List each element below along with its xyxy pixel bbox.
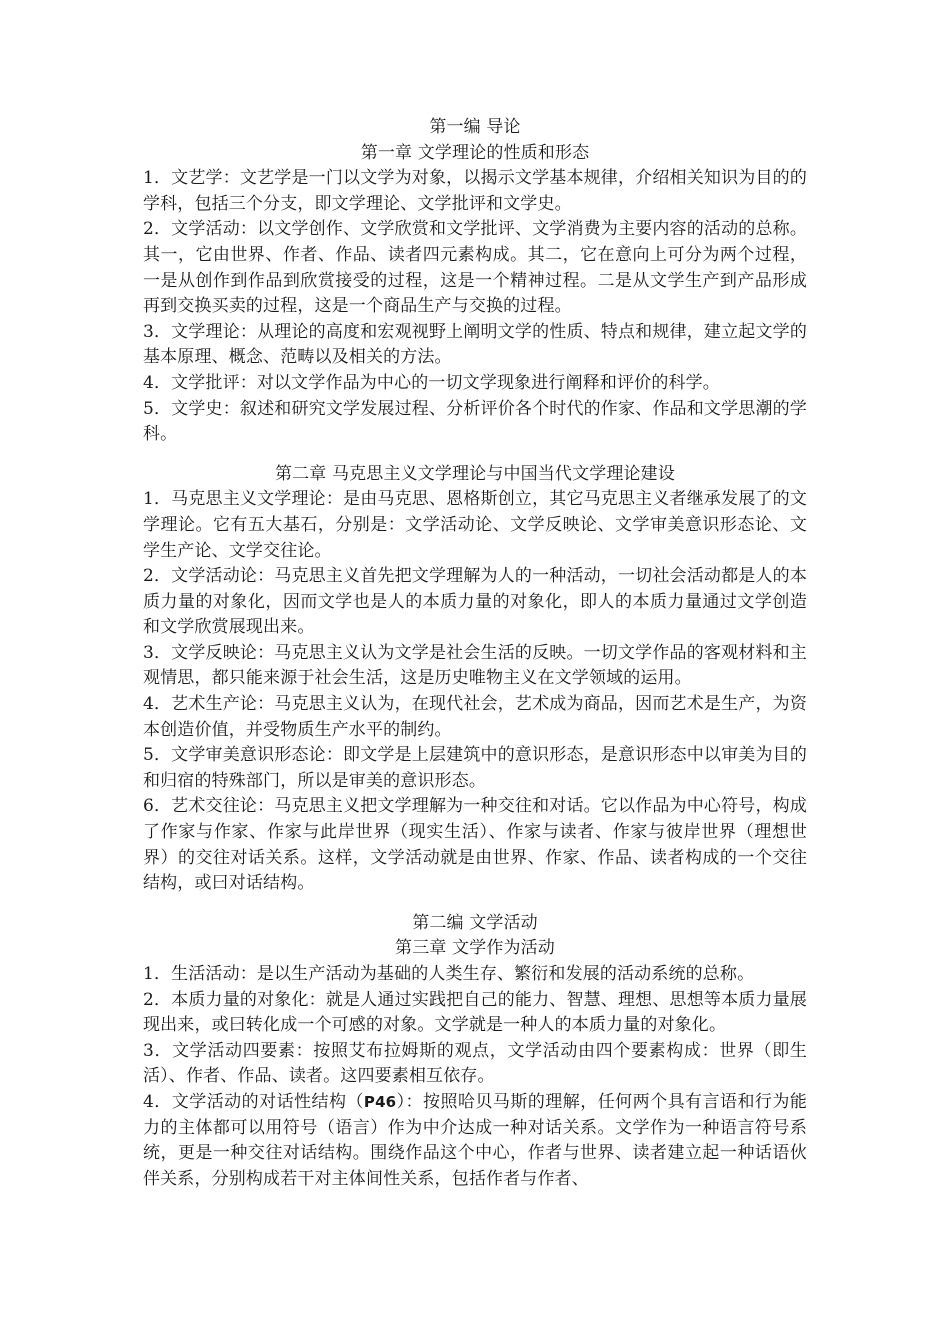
definition-item: 4．文学批评：对以文学作品为中心的一切文学现象进行阐释和评价的科学。 — [143, 372, 720, 393]
definition-item: 3．文学反映论：马克思主义认为文学是社会生活的反映。一切文学作品的客观材料和主观情思，都只能来源于社会生活，这是历史唯物主义在文学领域的运用。 — [143, 642, 807, 689]
chapter-title: 第三章 文学作为活动 — [395, 938, 555, 959]
definition-item: 2．本质力量的对象化：就是人通过实践把自己的能力、智慧、理想、思想等本质力量展现出来，或曰转化成一个可感的对象。文学就是一种人的本质力量的对象化。 — [143, 989, 807, 1036]
definition-item: 3．文学活动四要素：按照艾布拉姆斯的观点，文学活动由四个要素构成：世界（即生活）、作者、作品、读者。这四要素相互依存。 — [143, 1040, 807, 1087]
item-body: ）：按照哈贝马斯的理解，任何两个具有言语和行为能力的主体都可以用符号（语言）作为中介达成一种对话关系。文学作为一种语言符号系统，更是一种交往对话结构。围绕作品这个中心，作者与世界、读者建立起一种话语伙伴关系，分别构成若干对主体间性关系，包括作者与作者、 — [143, 1091, 808, 1189]
definition-item: 2．文学活动论：马克思主义首先把文学理解为人的一种活动，一切社会活动都是人的本质力量的对象化，因而文学也是人的本质力量的对象化，即人的本质力量通过文学创造和文学欣赏展现出来。 — [143, 566, 807, 638]
definition-item: 5．文学审美意识形态论：即文学是上层建筑中的意识形态，是意识形态中以审美为目的和归宿的特殊部门，所以是审美的意识形态。 — [143, 745, 807, 791]
definition-item — [143, 1090, 807, 1192]
item-prefix: 4．文学活动的对话性结构（ — [143, 1091, 364, 1112]
section-spacer — [143, 448, 807, 462]
part-title: 第一编 导论 — [429, 117, 521, 137]
section-spacer — [143, 897, 807, 911]
document-body — [143, 115, 807, 1192]
chapter-title: 第一章 文学理论的性质和形态 — [360, 142, 590, 163]
definition-item: 1．生活活动：是以生产活动为基础的人类生存、繁衍和发展的活动系统的总称。 — [143, 964, 755, 984]
definition-item: 4．艺术生产论：马克思主义认为，在现代社会，艺术成为商品，因而艺术是生产，为资本创造价值，并受物质生产水平的制约。 — [143, 694, 807, 740]
definition-item: 2．文学活动：以文学创作、文学欣赏和文学批评、文学消费为主要内容的活动的总称。其一，它由世界、作者、作品、读者四元素构成。其二，它在意向上可分为两个过程，一是从创作到作品到欣赏接受的过程，这是一个精神过程。二是从文学生产到产品形成再到交换买卖的过程，这是一个商品生产与交换的过程。 — [143, 219, 807, 317]
definition-item: 6．艺术交往论：马克思主义把文学理解为一种交往和对话。它以作品为中心符号，构成了作家与作家、作家与此岸世界（现实生活）、作家与读者、作家与彼岸世界（理想世界）的交往对话关系。这样，文学活动就是由世界、作家、作品、读者构成的一个交往结构，或曰对话结构。 — [143, 796, 807, 894]
definition-item: 1．马克思主义文学理论：是由马克思、恩格斯创立，其它马克思主义者继承发展了的文学理论。它有五大基石，分别是：文学活动论、文学反映论、文学审美意识形态论、文学生产论、文学交往论。 — [143, 489, 807, 561]
chapter-title: 第二章 马克思主义文学理论与中国当代文学理论建设 — [274, 463, 675, 484]
definition-item: 3．文学理论：从理论的高度和宏观视野上阐明文学的性质、特点和规律，建立起文学的基本原理、概念、范畴以及相关的方法。 — [143, 321, 807, 368]
definition-item: 1．文艺学：文艺学是一门以文学为对象，以揭示文学基本规律，介绍相关知识为目的的学科，包括三个分支，即文学理论、文学批评和文学史。 — [143, 168, 807, 214]
definition-item: 5．文学史：叙述和研究文学发展过程、分析评价各个时代的作家、作品和文学思潮的学科。 — [143, 398, 807, 445]
page-reference: P46 — [363, 1092, 397, 1111]
part-title: 第二编 文学活动 — [412, 912, 538, 933]
